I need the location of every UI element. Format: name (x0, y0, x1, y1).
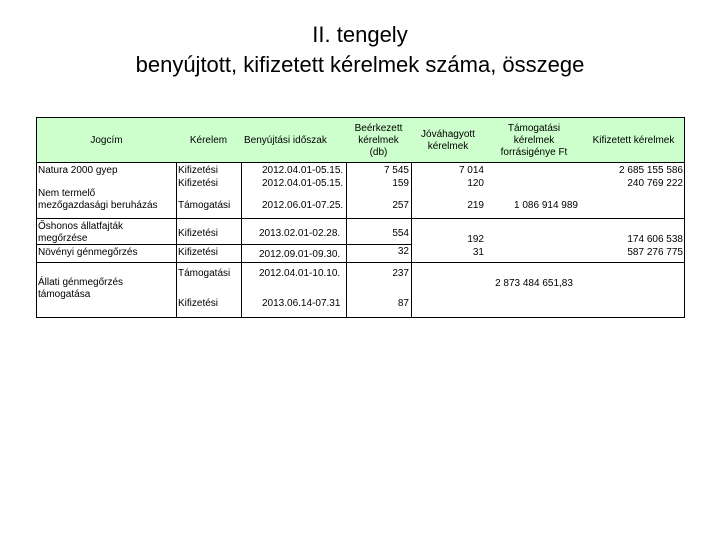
header-beerkezett-2: kérelmek (358, 135, 399, 146)
col-divider-1 (176, 163, 177, 317)
row-natura-kerelem-2: Kifizetési (178, 178, 219, 189)
row-allati-beerkezett-2: 87 (397, 298, 409, 309)
row-noveny-jovahagyott: 31 (472, 247, 484, 258)
header-jovahagyott-2: kérelmek (427, 141, 469, 152)
row-allati-idoszak-2: 2013.06.14-07.31 (262, 298, 341, 309)
row-noveny-kifizetett: 587 276 775 (627, 247, 683, 258)
row-allati-beerkezett-1: 237 (392, 268, 409, 279)
row-nemtermelo-idoszak: 2012.06.01-07.25. (262, 200, 344, 211)
row-allati-name-1: Állati génmegőrzés (38, 277, 124, 288)
row-natura-jovahagyott-1: 7 014 (458, 165, 484, 176)
row-natura-kifizetett-1: 2 685 155 586 (619, 165, 683, 176)
row-nemtermelo-kerelem: Támogatási (178, 200, 231, 211)
row-allati-name-2: támogatása (38, 289, 91, 300)
row-noveny-kerelem: Kifizetési (178, 247, 219, 258)
row-oshonos-beerkezett: 554 (392, 228, 409, 239)
row-natura-idoszak-2: 2012.04.01-05.15. (262, 178, 344, 189)
header-divider (37, 162, 684, 163)
header-idoszak: Benyújtási időszak (244, 135, 327, 146)
row-divider-2b (241, 244, 411, 245)
page-title-line-1: II. tengely (312, 22, 408, 47)
row-nemtermelo-name-2: mezőgazdasági beruházás (38, 200, 158, 211)
row-oshonos-name-1: Őshonos állatfajták (38, 221, 124, 232)
page-title-line-2: benyújtott, kifizetett kérelmek száma, összege (135, 52, 585, 77)
row-nemtermelo-name-1: Nem termelő (38, 188, 96, 199)
header-jogcim: Jogcím (90, 135, 123, 146)
row-divider-1 (37, 218, 684, 219)
row-oshonos-jovahagyott: 192 (467, 234, 484, 245)
row-allati-kerelem-2: Kifizetési (178, 298, 219, 309)
header-jovahagyott-1: Jóváhagyott (421, 129, 475, 140)
row-natura-kifizetett-2: 240 769 222 (627, 178, 683, 189)
row-natura-beerkezett-2: 159 (392, 178, 409, 189)
col-divider-2 (241, 163, 242, 317)
header-kifizetett: Kifizetett kérelmek (592, 135, 675, 146)
header-forras-1: Támogatási (507, 123, 561, 134)
row-divider-3 (37, 262, 684, 263)
row-allati-idoszak-1: 2012.04.01-10.10. (259, 268, 341, 279)
row-nemtermelo-beerkezett: 257 (392, 200, 409, 211)
row-noveny-name: Növényi génmegőrzés (38, 247, 138, 258)
row-nemtermelo-jovahagyott: 219 (467, 200, 484, 211)
row-nemtermelo-forras: 1 086 914 989 (514, 200, 578, 211)
row-natura-name: Natura 2000 gyep (38, 165, 118, 176)
header-kerelem: Kérelem (189, 135, 228, 146)
row-oshonos-idoszak: 2013.02.01-02.28. (259, 228, 341, 239)
row-natura-beerkezett-1: 7 545 (383, 165, 409, 176)
header-beerkezett-3: (db) (369, 147, 388, 158)
row-natura-idoszak-1: 2012.04.01-05.15. (262, 165, 344, 176)
header-beerkezett-1: Beérkezett (354, 123, 403, 134)
row-oshonos-name-2: megőrzése (38, 233, 88, 244)
row-allati-kerelem-1: Támogatási (178, 268, 231, 279)
row-allati-forras: 2 873 484 651,83 (495, 278, 573, 289)
header-forras-3: forrásigénye Ft (500, 147, 568, 158)
row-natura-jovahagyott-2: 120 (467, 178, 484, 189)
row-noveny-idoszak: 2012.09.01-09.30. (259, 249, 341, 260)
row-oshonos-kerelem: Kifizetési (178, 228, 219, 239)
row-noveny-beerkezett: 32 (397, 246, 409, 257)
row-oshonos-kifizetett: 174 606 538 (627, 234, 683, 245)
header-forras-2: kérelmek (513, 135, 555, 146)
row-natura-kerelem-1: Kifizetési (178, 165, 219, 176)
